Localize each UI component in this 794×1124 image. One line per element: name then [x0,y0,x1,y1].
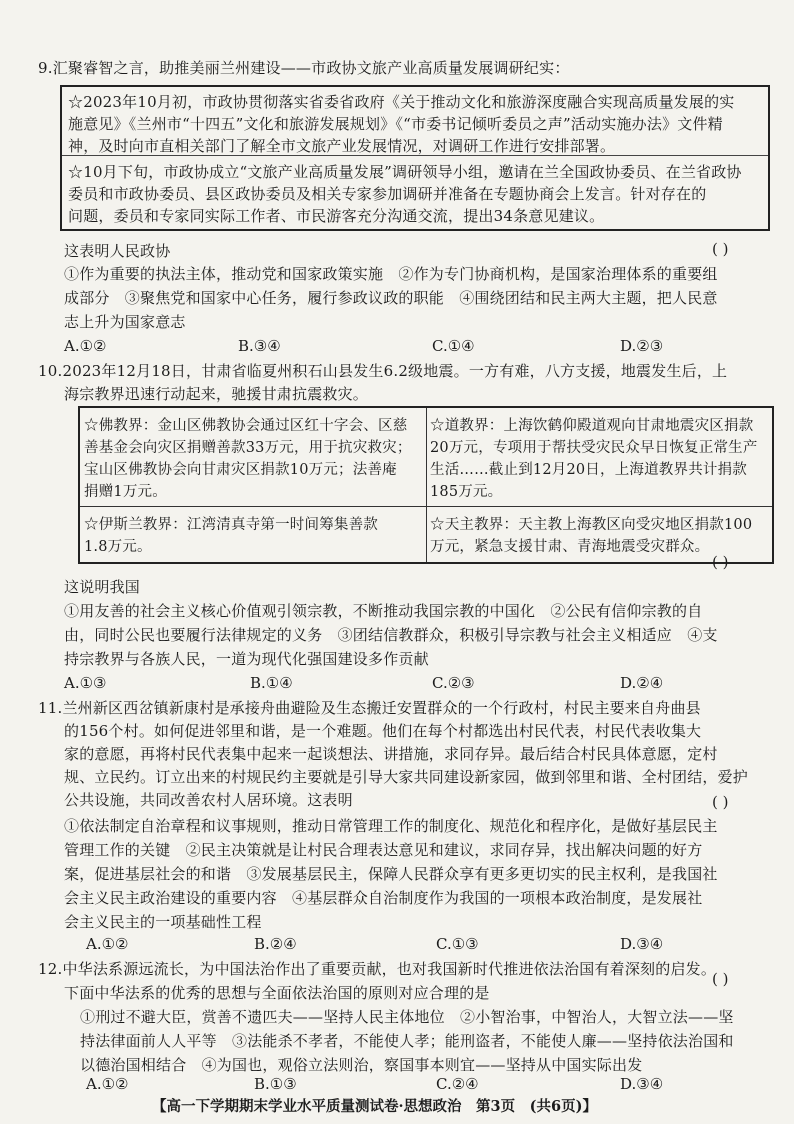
q10-option-c[interactable]: C.②③ [432,674,475,692]
q10-cell-line: 20万元，专项用于帮扶受灾民众早日恢复正常生产 [430,440,758,456]
q9-statement-line: 志上升为国家意志 [64,313,186,331]
q10-statement-line: 持宗教界与各族人民，一道为现代化强国建设多作贡献 [64,650,429,668]
q9-box-line: ☆10月下旬，市政协成立“文旅产业高质量发展”调研领导小组，邀请在兰全国政协委员、在兰省政协 [68,163,742,181]
q9-box-line: 问题，委员和专家同实际工作者、市民游客充分沟通交流，提出34条意见建议。 [68,207,605,225]
q11-option-b[interactable]: B.②④ [254,935,297,953]
q12-option-c[interactable]: C.②④ [436,1075,479,1093]
q9-box-divider [62,155,768,156]
q9-option-b[interactable]: B.③④ [238,337,281,355]
q11-statement-line: 管理工作的关键 ②民主决策就是让村民合理表达意见和建议，求同存异，找出解决问题的好方 [64,841,703,859]
q12-statement-line: 持法律面前人人平等 ③法能杀不孝者，不能使人孝；能刑盗者，不能使人廉——坚持依法治国和 [80,1032,734,1050]
q10-lead: 这说明我国 [64,578,141,596]
q10-material-table [78,406,774,564]
q9-lead: 这表明人民政协 [64,242,171,260]
q10-cell-line: 捐赠1万元。 [84,484,167,500]
q9-stem: 9.汇聚睿智之言，助推美丽兰州建设——市政协文旅产业高质量发展调研纪实： [38,59,570,77]
q12-option-d[interactable]: D.③④ [620,1075,664,1093]
q9-box-line: 神，及时向市直相关部门了解全市文旅产业发展情况，对调研工作进行安排部署。 [68,137,616,155]
q10-cell-line: ☆道教界：上海饮鹤仰殿道观向甘肃地震灾区捐款 [430,418,754,434]
q11-option-a[interactable]: A.①② [86,935,129,953]
q10-cell-line: 185万元。 [430,484,503,500]
q10-table-col-divider [426,408,427,562]
q10-option-d[interactable]: D.②④ [620,674,664,692]
q11-statement-line: ①依法制定自治章程和议事规则，推动日常管理工作的制度化、规范化和程序化，是做好基层民主 [64,817,718,835]
q11-stem-line: 家的意愿，再将村民代表集中起来一起谈想法、讲措施，求同存异。最后结合村民具体意愿，定村 [64,745,718,763]
q11-option-d[interactable]: D.③④ [620,935,664,953]
q11-answer-blank[interactable]: ( ) [712,793,729,811]
q11-option-c[interactable]: C.①③ [436,935,479,953]
q10-statement-line: ①用友善的社会主义核心价值观引领宗教，不断推动我国宗教的中国化 ②公民有信仰宗教的自 [64,602,703,620]
q10-cell-line: 万元，紧急支援甘肃、青海地震受灾群众。 [430,539,710,555]
q12-option-b[interactable]: B.①③ [254,1075,297,1093]
q10-cell-line: 善基金会向灾区捐赠善款33万元，用于抗灾救灾； [84,440,412,456]
q11-statement-line: 会主义民主政治建设的重要内容 ④基层群众自治制度作为我国的一项根本政治制度，是发展社 [64,889,703,907]
q9-box-line: 委员和市政协委员、县区政协委员及相关专家参加调研并准备在专题协商会上发言。针对存在的 [68,185,707,203]
q9-statement-line: 成部分 ③聚焦党和国家中心任务，履行参政议政的职能 ④围绕团结和民主两大主题，把人民意 [64,289,718,307]
q10-stem-line: 10.2023年12月18日，甘肃省临夏州积石山县发生6.2级地震。一方有难，八方支援，地震发生后，上 [38,362,728,380]
q11-stem-line: 11.兰州新区西岔镇新康村是承接舟曲避险及生态搬迁安置群众的一个行政村，村民主要来自舟曲县 [38,699,701,717]
q9-box-line: ☆2023年10月初，市政协贯彻落实省委省政府《关于推动文化和旅游深度融合实现高质量发展的实 [68,93,735,111]
q10-cell-line: 宝山区佛教协会向甘肃灾区捐款10万元；法善庵 [84,462,397,478]
q9-answer-blank[interactable]: ( ) [712,240,729,258]
q12-option-a[interactable]: A.①② [86,1075,129,1093]
q9-option-a[interactable]: A.①② [64,337,107,355]
q9-material-box [60,85,770,231]
q9-option-c[interactable]: C.①④ [432,337,475,355]
q10-cell-line: ☆伊斯兰教界：江湾清真寺第一时间筹集善款 [84,517,378,533]
q11-stem-line: 规、立民约。订立出来的村规民约主要就是引导大家共同建设新家园，做到邻里和谐、全村团结，爱护 [64,768,749,786]
q10-answer-blank[interactable]: ( ) [712,553,729,571]
q9-box-line: 施意见》《兰州市“十四五”文化和旅游发展规划》《“市委书记倾听委员之声”活动实施办法》文件精 [68,115,723,133]
q12-stem-line: 下面中华法系的优秀的思想与全面依法治国的原则对应合理的是 [64,984,490,1002]
q9-statement-line: ①作为重要的执法主体，推动党和国家政策实施 ②作为专门协商机构，是国家治理体系的重要组 [64,265,718,283]
q10-cell-line: 生活……截止到12月20日，上海道教界共计捐款 [430,462,747,478]
q10-table-row-divider [80,506,772,507]
q11-statement-line: 案，促进基层社会的和谐 ③发展基层民主，保障人民群众享有更多更切实的民主权利，是我国社 [64,865,718,883]
q9-option-d[interactable]: D.②③ [620,337,664,355]
q10-stem-line: 海宗教界迅速行动起来，驰援甘肃抗震救灾。 [64,385,369,403]
q10-cell-line: ☆天主教界：天主教上海教区向受灾地区捐款100 [430,517,753,533]
q12-statement-line: 以德治国相结合 ④为国也，观俗立法则治，察国事本则宜——坚持从中国实际出发 [80,1056,643,1074]
q10-cell-line: 1.8万元。 [84,539,152,555]
q12-stem-line: 12.中华法系源远流长，为中国法治作出了重要贡献，也对我国新时代推进依法治国有着深刻的启发。 [38,960,717,978]
q11-statement-line: 会主义民主的一项基础性工程 [64,913,262,931]
q10-statement-line: 由，同时公民也要履行法律规定的义务 ③团结信教群众，积极引导宗教与社会主义相适应 ④支 [64,626,718,644]
q11-stem-line: 的156个村。如何促进邻里和谐，是一个难题。他们在每个村都选出村民代表，村民代表收集大 [64,722,702,740]
q10-option-b[interactable]: B.①④ [250,674,293,692]
q12-statement-line: ①刑过不避大臣，赏善不遗匹夫——坚持人民主体地位 ②小智治事，中智治人，大智立法——坚 [80,1008,734,1026]
q12-answer-blank[interactable]: ( ) [712,970,729,988]
page-footer: 【高一下学期期末学业水平质量测试卷·思想政治 第3页 (共6页)】 [152,1098,597,1115]
q10-option-a[interactable]: A.①③ [64,674,107,692]
q11-stem-line: 公共设施，共同改善农村人居环境。这表明 [64,791,353,809]
q10-cell-line: ☆佛教界：金山区佛教协会通过区红十字会、区慈 [84,418,408,434]
